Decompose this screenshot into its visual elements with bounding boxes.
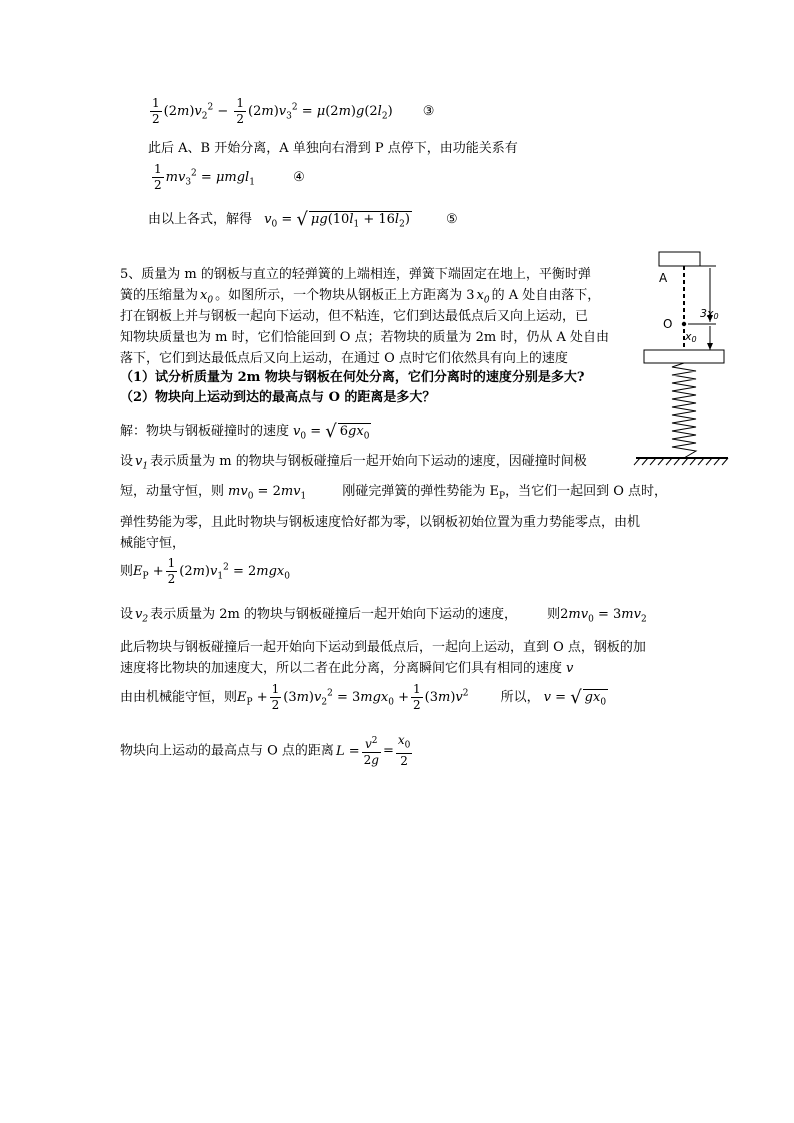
equation-5: 由以上各式，解得 $v_0$ = √ $\mu g(10l_1 + 16l_2)$ ⑤ [148,209,458,230]
label-a: A [659,271,668,285]
problem-line-1: 5、质量为 m 的钢板与直立的轻弹簧的上端相连，弹簧下端固定在地上，平衡时弹 [120,267,591,282]
solution-line-11: 物块向上运动的最高点与 O 点的距离 L = $\frac{v^2}{2g}$ = $\frac{x_0}{2}$ [120,733,411,769]
ground-hatching [634,458,728,465]
solution-line-2: 设 $v_1$ 表示质量为 m 的物块与钢板碰撞后一起开始向下运动的速度，因碰撞时间极 [120,454,587,472]
equation-3: $\frac{1}{2}$ $(2m)v_2^2$ − $\frac{1}{2}$ $(2m)v_3^2 = \mu(2m)g(2l_2)$ ③ [152,96,435,126]
separation-text: 此后 A、B 开始分离，A 单独向右滑到 P 点停下，由功能关系有 [148,141,518,156]
steel-plate [644,350,724,363]
problem-line-5: 落下，它们到达最低点后又向上运动，在通过 O 点时它们依然具有向上的速度 [120,351,568,366]
spring [672,363,696,458]
label-o: O [663,317,673,331]
solution-line-5: 械能守恒， [120,536,186,551]
dim-x0-arrowhead [707,343,713,350]
energy-equation-2: 由由机械能守恒，则$E_P$ + $\frac{1}{2}$ $(3m)v_2^2 = 3mgx_0$ + $\frac{1}{2}$ $(3m)v^2$ 所以， v = √ $gx_0$ [120,682,607,712]
equation-5-label: ⑤ [446,212,458,227]
solution-line-8: 此后物块与钢板碰撞后一起开始向下运动到最低点后，一起向上运动，直到 O 点，钢板的加 [120,640,646,655]
question-1: （1）试分析质量为 2m 物块与钢板在何处分离，它们分离时的速度分别是多大? [120,370,585,385]
label-3x0: 3x0 [700,307,719,321]
problem-line-3: 打在钢板上并与钢板一起向下运动，但不粘连，它们到达最低点后又向上运动，已 [120,309,589,324]
equation-3-label: ③ [422,104,435,119]
point-o [682,322,686,326]
solution-line-7: 设 $v_2$ 表示质量为 2m 的物块与钢板碰撞后一起开始向下运动的速度， 则$2mv_0 = 3mv_2$ [120,607,647,625]
falling-block [659,252,700,266]
solution-line-4: 弹性势能为零，且此时物块与钢板速度恰好都为零，以钢板初始位置为重力势能零点，由机 [120,515,641,530]
energy-equation-1: 则$E_P$ + $\frac{1}{2}$ $(2m)v_1^2 = 2mgx_0$ [120,556,290,586]
label-x0: x0 [685,330,697,344]
equation-4: $\frac{1}{2}$ $mv_3^2 = \mu mgl_1$ ④ [154,162,305,192]
spring-figure [630,246,730,468]
solve-text: 由以上各式，解得 [148,212,253,227]
solution-line-3: 短，动量守恒，则 $mv_0 = 2mv_1$ 刚碰完弹簧的弹性势能为 $E_P$，当它们一起回到 O 点时， [120,484,668,502]
solution-line-1: 解：物块与钢板碰撞时的速度 $v_0$ = √ $6gx_0$ [120,421,370,442]
problem-line-4: 知物块质量也为 m 时，它们恰能回到 O 点；若物块的质量为 2m 时，仍从 A 处自由 [120,330,610,345]
problem-line-2: 簧的压缩量为 $x_0$ 。如图所示，一个物块从钢板正上方距离为 3 $x_0$ 的 A 处自由落下， [120,288,601,306]
equation-4-label: ④ [293,170,305,185]
solution-line-9: 速度将比物块的加速度大，所以二者在此分离，分离瞬间它们具有相同的速度 v [120,661,574,676]
question-2: （2）物块向上运动到达的最高点与 O 的距离是多大？ [120,390,436,405]
